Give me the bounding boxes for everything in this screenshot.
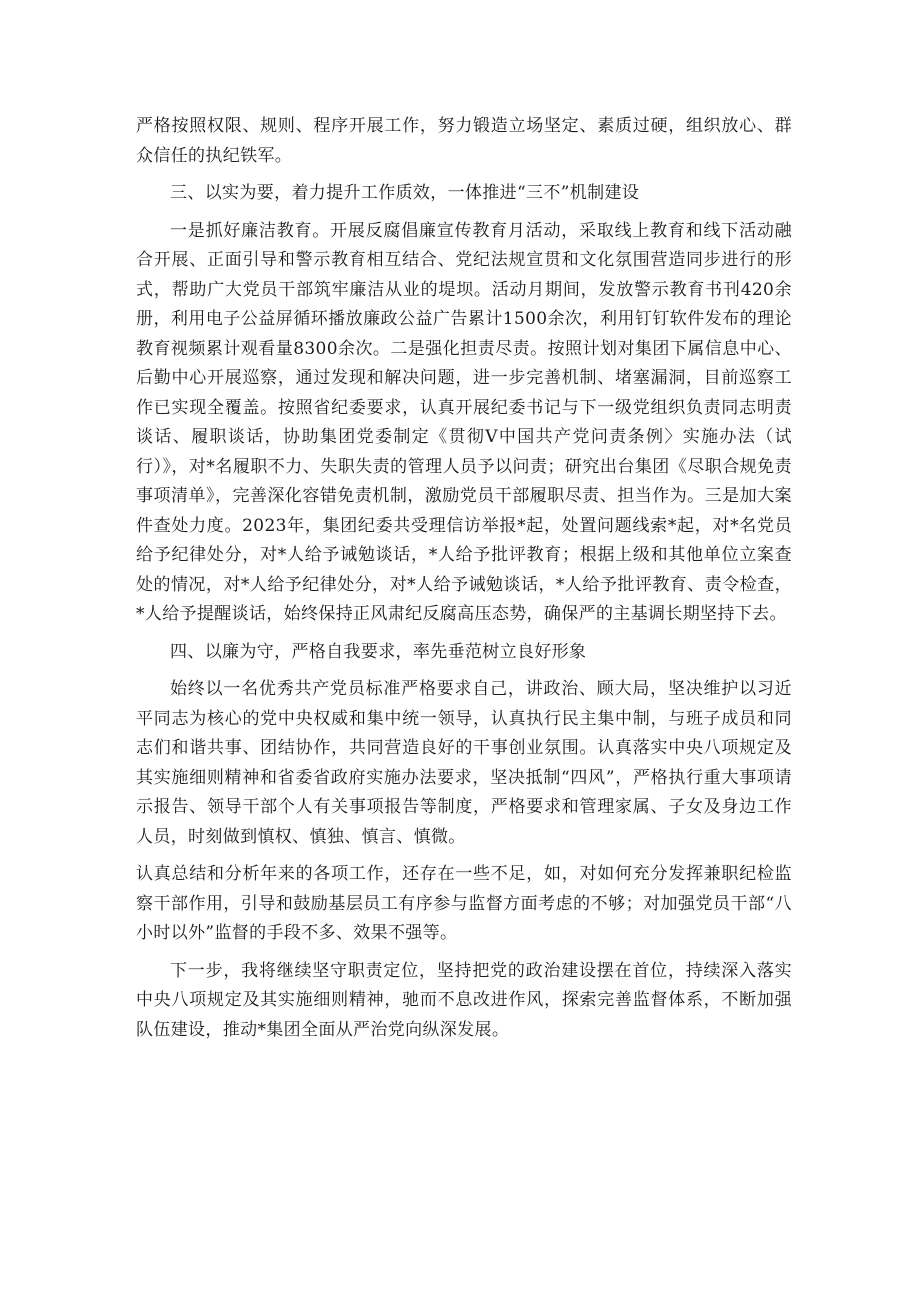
paragraph-continuation: 严格按照权限、规则、程序开展工作，努力锻造立场坚定、素质过硬，组织放心、群众信任的执纪铁军。 bbox=[136, 116, 792, 166]
paragraph-shortcomings: 认真总结和分析年来的各项工作，还存在一些不足，如，对如何充分发挥兼职纪检监察干部作用，引导和鼓励基层员工有序参与监督方面考虑的不够；对加强党员干部“八小时以外”监督的手段不多、效果不强等。 bbox=[136, 864, 792, 943]
section-heading-four: 四、以廉为守，严格自我要求，率先垂范树立良好形象 bbox=[170, 641, 587, 662]
paragraph-education-accountability: 一是抓好廉洁教育。开展反腐倡廉宣传教育月活动，采取线上教育和线下活动融合开展、正面引导和警示教育相互结合、党纪法规宣贯和文化氛围营造同步进行的形式，帮助广大党员干部筑牢廉洁从业的堤坝。活动月期间，发放警示教育书刊420余册，利用电子公益屏循环播放廉政公益广告累计1500余次，利用钉钉软件发布的理论教育视频累计观看量8300余次。二是强化担责尽责。按照计划对集团下属信息中心、后勤中心开展巡察，通过发现和解决问题，进一步完善机制、堵塞漏洞，目前巡察工作已实现全覆盖。按照省纪委要求，认真开展纪委书记与下一级党组织负责同志明责谈话、履职谈话，协助集团党委制定《贯彻V中国共产党问责条例〉实施办法（试行）》，对*名履职不力、失职失责的管理人员予以问责；研究出台集团《尽职合规免责事项清单》，完善深化容错免责机制，激励党员干部履职尽责、担当作为。三是加大案件查处力度。2023年，集团纪委共受理信访举报*起，处置问题线索*起，对*名党员给予纪律处分，对*人给予诫勉谈话，*人给予批评教育；根据上级和其他单位立案查处的情况，对*人给予纪律处分，对*人给予诫勉谈话，*人给予批评教育、责令检查，*人给予提醒谈话，始终保持正风肃纪反腐高压态势，确保严的主基调长期坚持下去。 bbox=[136, 220, 792, 624]
document-page bbox=[136, 112, 792, 1053]
paragraph-next-steps: 下一步，我将继续坚守职责定位，坚持把党的政治建设摆在首位，持续深入落实中央八项规定及其实施细则精神，驰而不息改进作风，探索完善监督体系，不断加强队伍建设，推动*集团全面从严治党向纵深发展。 bbox=[136, 960, 792, 1040]
paragraph-self-discipline: 始终以一名优秀共产党员标准严格要求自己，讲政治、顾大局，坚决维护以习近平同志为核心的党中央权威和集中统一领导，认真执行民主集中制，与班子成员和同志们和谐共事、团结协作，共同营造良好的干事创业氛围。认真落实中央八项规定及其实施细则精神和省委省政府实施办法要求，坚决抵制“四风”，严格执行重大事项请示报告、领导干部个人有关事项报告等制度，严格要求和管理家属、子女及身边工作人员，时刻做到慎权、慎独、慎言、慎微。 bbox=[136, 679, 792, 847]
section-heading-three: 三、以实为要，着力提升工作质效，一体推进“三不”机制建设 bbox=[170, 183, 640, 203]
